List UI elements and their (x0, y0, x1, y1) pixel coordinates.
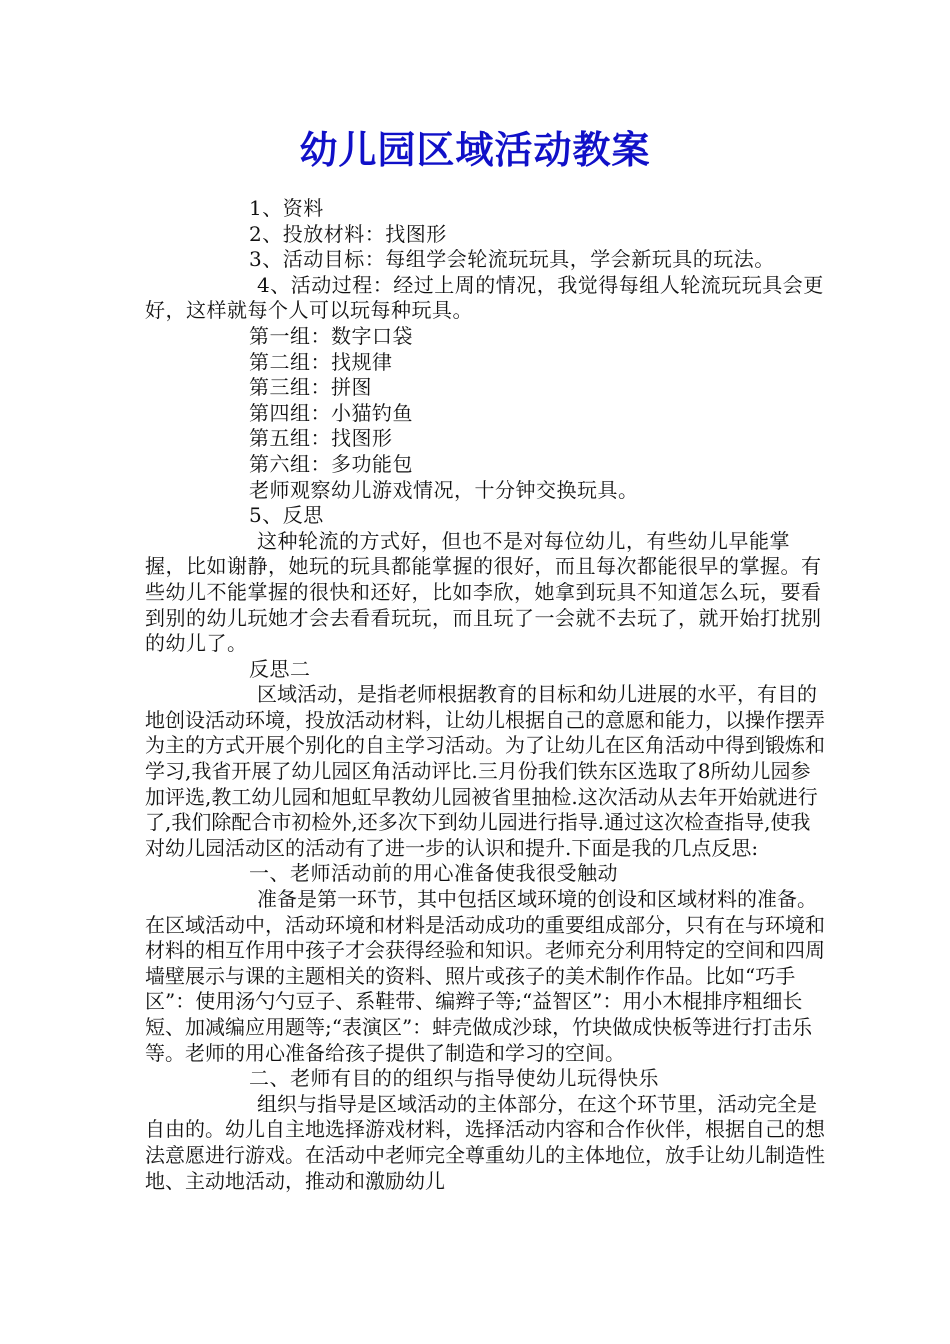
document-title: 幼儿园区域活动教案 (299, 127, 651, 172)
section1-paragraph: 准备是第一环节，其中包括区域环境的创设和区域材料的准备。在区域活动中，活动环境和材料是活动成功的重要组成部分，只有在与环境和材料的相互作用中孩子才会获得经验和知识。老师充分利用特定的空间和四周墙壁展示与课的主题相关的资料、照片或孩子的美术制作作品。比如“巧手区”：使用汤勺勺豆子、系鞋带、编辫子等;“益智区”：用小木棍排序粗细长短、加减编应用题等;“表演区”：蚌壳做成沙球，竹块做成快板等进行打击乐等。老师的用心准备给孩子提供了制造和学习的空间。 (145, 887, 825, 1065)
group-item: 第三组：拼图 (249, 375, 372, 400)
reflect2-heading: 反思二 (249, 656, 311, 681)
reflect-heading: 5、反思 (249, 503, 324, 528)
group-item: 第六组：多功能包 (249, 451, 413, 476)
reflect2-paragraph: 区域活动，是指老师根据教育的目标和幼儿进展的水平，有目的地创设活动环境，投放活动材料，让幼儿根据自己的意愿和能力，以操作摆弄为主的方式开展个别化的自主学习活动。为了让幼儿在区角活动中得到锻炼和学习,我省开展了幼儿园区角活动评比.三月份我们铁东区选取了8所幼儿园参加评选,教工幼儿园和旭虹早教幼儿园被省里抽检.这次活动从去年开始就进行了,我们除配合市初检外,还多次下到幼儿园进行指导.通过这次检查指导,使我对幼儿园活动区的活动有了进一步的认识和提升.下面是我的几点反思: (145, 682, 825, 860)
observe-note: 老师观察幼儿游戏情况，十分钟交换玩具。 (249, 477, 639, 502)
item-process: 4、活动过程：经过上周的情况，我觉得每组人轮流玩玩具会更好，这样就每个人可以玩每种玩具。 (145, 272, 824, 323)
group-item: 第一组：数字口袋 (249, 323, 413, 348)
section1-heading: 一、老师活动前的用心准备使我很受触动 (249, 861, 618, 886)
group-item: 第五组：找图形 (249, 426, 393, 451)
item-supplies: 2、投放材料：找图形 (249, 221, 447, 246)
item-goal: 3、活动目标：每组学会轮流玩玩具，学会新玩具的玩法。 (249, 247, 775, 272)
reflect-paragraph: 这种轮流的方式好，但也不是对每位幼儿，有些幼儿早能掌握，比如谢静，她玩的玩具都能掌握的很好，而且每次都能很早的掌握。有些幼儿不能掌握的很快和还好，比如李欣，她拿到玩具不知道怎么玩，要看到别的幼儿玩她才会去看看玩玩，而且玩了一会就不去玩了，就开始打扰别的幼儿了。 (145, 528, 822, 656)
section2-paragraph: 组织与指导是区域活动的主体部分，在这个环节里，活动完全是自由的。幼儿自主地选择游戏材料，选择活动内容和合作伙伴，根据自己的想法意愿进行游戏。在活动中老师完全尊重幼儿的主体地位，放手让幼儿制造性地、主动地活动，推动和激励幼儿 (145, 1091, 825, 1193)
document-body (145, 196, 825, 1194)
group-item: 第四组：小猫钓鱼 (249, 400, 413, 425)
item-materials: 1、资料 (249, 196, 324, 220)
group-item: 第二组：找规律 (249, 349, 393, 374)
section2-heading: 二、老师有目的的组织与指导使幼儿玩得快乐 (249, 1066, 659, 1091)
